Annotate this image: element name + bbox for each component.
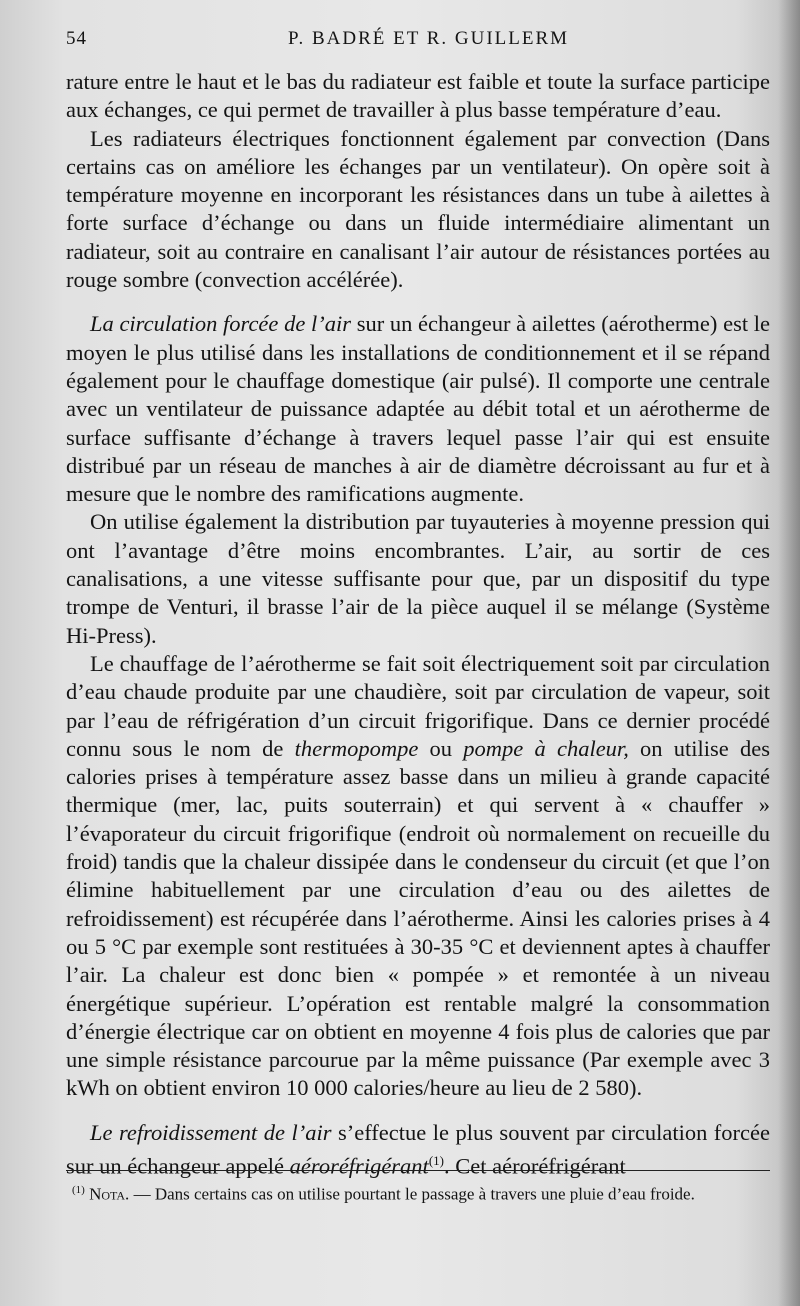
paragraph-5-after: on utilise des calories prises à température assez basse dans un milieu à grande capacité thermique (mer, lac, puits souterrain) et qui servent à « chauffer » l’évaporateur du circuit frigorifique (endroit où normalement on recueille du froid) tandis que la chaleur dissipée dans le condenseur du circuit (et que l’on élimine habituellement par une circulation d’eau ou des ailettes de refroidissement) est récupérée dans l’aérotherme. Ainsi les calories prises à 4 ou 5 °C par exemple sont restituées à 30-35 °C et deviennent aptes à chauffer l’air. La chaleur est donc bien « pompée » et remontée à un niveau énergétique supérieur. L’opération est rentable malgré la consommation d’énergie électrique car on obtient en moyenne 4 fois plus de calories que par une simple résistance parcourue par la même puissance (Par exemple avec 3 kWh on obtient environ 10 000 calories/heure au lieu de 2 580). — [66, 735, 770, 1101]
paragraph-4: On utilise également la distribution par tuyauteries à moyenne pression qui ont l’avantage d’être moins encombrantes. L’air, au sortir de ces canalisations, a une vitesse suffisante pour que, par un dispositif du type trompe de Venturi, il brasse l’air de la pièce auquel il se mélange (Système Hi-Press). — [66, 509, 770, 648]
paragraph-6 — [66, 1119, 770, 1181]
footnote-label: Nota. — [89, 1184, 130, 1204]
paragraph-3-italic-lead: La circulation forcée de l’air — [90, 311, 352, 337]
page-number: 54 — [66, 28, 87, 49]
paragraph-5-before: Le chauffage de l’aérotherme se fait soit électriquement soit par circulation d’eau chaude produite par une chaudière, soit par circulation de vapeur, soit par l’eau de réfrigération d’un circuit frigorifique. Dans ce dernier procédé connu sous le nom de — [66, 650, 770, 761]
paragraph-3-text: sur un échangeur à ailettes (aérotherme) est le moyen le plus utilisé dans les installations de conditionnement et il se répand également pour le chauffage domestique (air pulsé). Il comporte une centrale avec un ventilateur de puissance adaptée au débit total et un aérotherme de surface suffisante d’échange à travers lequel passe l’air qui est ensuite distribué par un réseau de manches à air de diamètre décroissant au fur et à mesure que le nombre des ramifications augmente. — [66, 311, 770, 507]
paragraph-6-tail: . Cet aéroréfrigérant — [443, 1153, 626, 1179]
term-thermopompe: thermopompe — [294, 735, 419, 761]
term-pompe-a-chaleur: pompe à chaleur, — [463, 735, 629, 761]
footnote-divider — [66, 1170, 770, 1171]
paragraph-6-text: s’effectue le plus souvent par circulation forcée sur un échangeur appelé — [66, 1119, 770, 1179]
term-aerorefrigerant: aéroréfrigérant — [289, 1153, 429, 1179]
paragraph-6-italic-lead: Le refroidissement de l’air — [90, 1119, 332, 1145]
page-edge-shadow — [778, 0, 800, 1306]
footnote-reference[interactable]: (1) — [428, 1152, 444, 1168]
paragraph-1: rature entre le haut et le bas du radiateur est faible et toute la surface participe aux échanges, ce qui permet de travailler à plus basse température d’eau. — [66, 69, 770, 123]
paragraph-5 — [66, 650, 770, 1103]
running-head: P. BADRÉ ET R. GUILLERM — [288, 28, 570, 49]
footnote — [72, 1180, 772, 1205]
paragraph-3 — [66, 310, 770, 508]
footnote-text: — Dans certains cas on utilise pourtant le passage à travers une pluie d’eau froide. — [129, 1184, 695, 1204]
paragraph-2: Les radiateurs électriques fonctionnent également par convection (Dans certains cas on améliore les échanges par un ventilateur). On opère soit à température moyenne en incorporant les résistances dans un tube à ailettes à forte surface d’échange ou dans un fluide intermédiaire alimentant un radiateur, soit au contraire en canalisant l’air autour de résistances portées au rouge sombre (convection accélérée). — [66, 125, 770, 293]
body-text — [66, 68, 770, 1181]
paragraph-5-middle: ou — [418, 735, 464, 761]
page-header — [66, 28, 766, 58]
footnote-marker: (1) — [72, 1184, 85, 1196]
